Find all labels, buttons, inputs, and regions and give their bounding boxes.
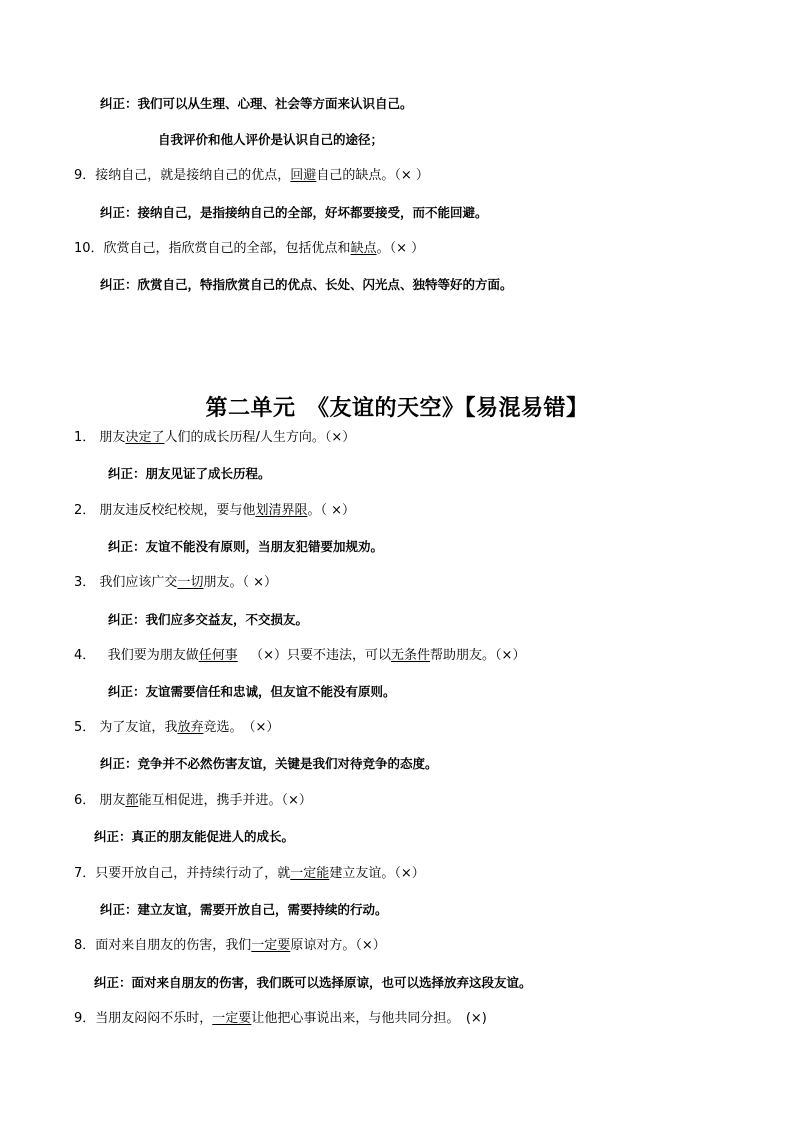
unit2-item-4: 4． 我们要为朋友做任何事 （×）只要不违法，可以无条件帮助朋友。（×） bbox=[74, 648, 526, 663]
item-number: 9． bbox=[74, 1011, 96, 1026]
underlined-term: 都 bbox=[125, 793, 139, 808]
underlined-term: 一定要 bbox=[251, 938, 291, 953]
item-number: 1． bbox=[74, 430, 96, 445]
item-9: 9．接纳自己，就是接纳自己的优点，回避自己的缺点。（× ） bbox=[74, 168, 429, 183]
underlined-term: 无条件 bbox=[391, 648, 431, 663]
unit2-correction-5: 纠正：竞争并不必然伤害友谊，关键是我们对待竞争的态度。 bbox=[100, 756, 438, 771]
underlined-term: 回避 bbox=[290, 168, 317, 183]
underlined-term: 缺点 bbox=[350, 241, 377, 256]
correction-9: 纠正：接纳自己，是指接纳自己的全部，好坏都要接受，而不能回避。 bbox=[100, 205, 488, 220]
unit2-correction-3: 纠正：我们应多交益友，不交损友。 bbox=[108, 612, 309, 627]
item-number: 2． bbox=[74, 503, 96, 518]
unit2-item-5: 5． 为了友谊，我放弃竞选。 （×） bbox=[74, 720, 280, 735]
unit2-correction-6: 纠正：真正的朋友能促进人的成长。 bbox=[94, 829, 295, 844]
unit2-correction-2: 纠正：友谊不能没有原则，当朋友犯错要加规劝。 bbox=[108, 539, 384, 554]
unit2-item-9: 9．当朋友闷闷不乐时，一定要让他把心事说出来，与他共同分担。 (×) bbox=[74, 1011, 487, 1026]
unit2-item-3: 3． 我们应该广交一切朋友。（ ×） bbox=[74, 575, 277, 590]
correction-8a: 纠正：我们可以从生理、心理、社会等方面来认识自己。 bbox=[100, 96, 413, 111]
item-10: 10．欣赏自己，指欣赏自己的全部，包括优点和缺点。（× ） bbox=[74, 241, 425, 256]
correction-10: 纠正：欣赏自己，特指欣赏自己的优点、长处、闪光点、独特等好的方面。 bbox=[100, 277, 513, 292]
underlined-term: 一定能 bbox=[290, 866, 330, 881]
item-number: 8． bbox=[74, 938, 96, 953]
unit2-item-7: 7．只要开放自己，并持续行动了，就一定能建立友谊。（×） bbox=[74, 866, 425, 881]
underlined-term: 决定了 bbox=[125, 430, 165, 445]
item-number: 7． bbox=[74, 866, 96, 881]
unit2-item-8: 8．面对来自朋友的伤害，我们一定要原谅对方。（×） bbox=[74, 938, 386, 953]
unit2-item-2: 2． 朋友违反校纪校规，要与他划清界限。（ ×） bbox=[74, 503, 355, 518]
underlined-term: 一定要 bbox=[212, 1011, 252, 1026]
unit2-correction-4: 纠正：友谊需要信任和忠诚，但友谊不能没有原则。 bbox=[108, 684, 396, 699]
item-number: 10． bbox=[74, 241, 104, 256]
correction-8b: 自我评价和他人评价是认识自己的途径； bbox=[158, 132, 384, 147]
unit2-item-1: 1． 朋友决定了人们的成长历程/人生方向。（×） bbox=[74, 430, 356, 445]
unit2-correction-8: 纠正：面对来自朋友的伤害，我们既可以选择原谅，也可以选择放弃这段友谊。 bbox=[94, 975, 532, 990]
unit2-item-6: 6． 朋友都能互相促进，携手并进。（×） bbox=[74, 793, 312, 808]
underlined-term: 放弃 bbox=[177, 720, 204, 735]
underlined-term: 任何事 bbox=[198, 648, 238, 663]
item-number: 3． bbox=[74, 575, 96, 590]
section-title: 第二单元 《友谊的天空》【易混易错】 bbox=[205, 396, 589, 421]
item-number: 4． bbox=[74, 648, 96, 663]
item-number: 5． bbox=[74, 720, 96, 735]
underlined-term: 划清界限 bbox=[255, 503, 308, 518]
item-number: 9． bbox=[74, 168, 96, 183]
unit2-correction-7: 纠正：建立友谊，需要开放自己，需要持续的行动。 bbox=[100, 902, 388, 917]
underlined-term: 一切 bbox=[177, 575, 204, 590]
unit2-correction-1: 纠正：朋友见证了成长历程。 bbox=[108, 466, 271, 481]
item-number: 6． bbox=[74, 793, 96, 808]
